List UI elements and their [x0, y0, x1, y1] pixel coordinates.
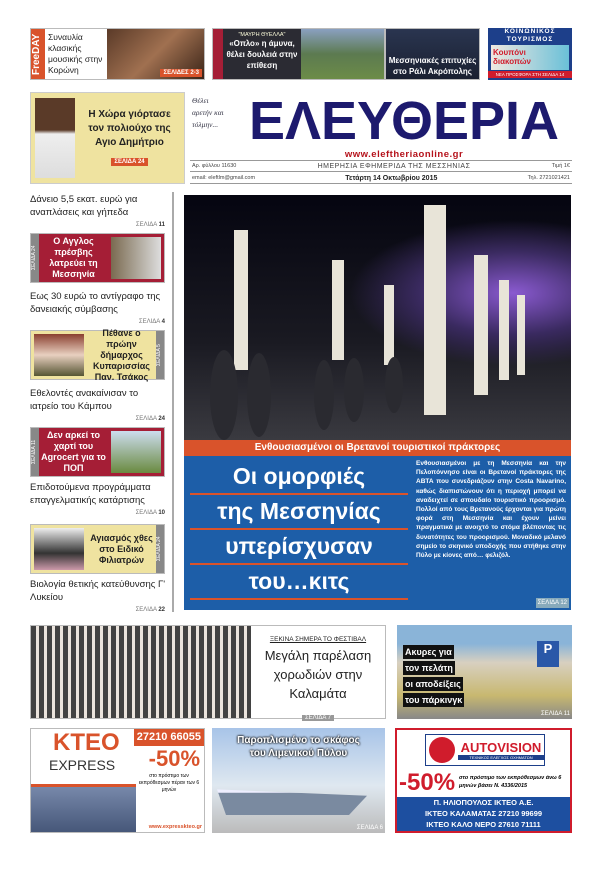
column-divider [172, 192, 174, 612]
lead-body: Ενθουσιασμένοι με τη Μεσσηνία και την Πελοπόννησο είναι οι Βρετανοί πράκτορες της ABTA που συνεδριάζουν στην Costa Navarino, καθώς διαπιστώνουν ότι η περιοχή μπορεί να αναδειχτεί σε σπουδαίο τουριστικό προορισμό. Πολλοί από τους Βρετανούς έρχονται για πρώτη φορά στη Μεσσηνία και έχουν μείνει πραγματικά με ανοιχτό το στόμα βλέποντας τις δυνατότητες του προορισμού. Μοναδικό μελανό σημείο το σκηνικό υποδοχής που στήθηκε στην Πύλο με κίονες από… φελιζόλ. [416, 460, 566, 560]
teaser-tourism[interactable] [488, 28, 572, 80]
parking-story[interactable] [397, 625, 572, 719]
lead-photo [184, 195, 571, 440]
photo [111, 237, 161, 279]
car-icon [429, 737, 455, 763]
festival-headline: Μεγάλη παρέλαση χορωδιών στην Καλαμάτα [264, 648, 372, 701]
box-text: Δεν αρκεί το χαρτί του Agrocert για το ΠΟΠ [41, 430, 106, 473]
issue-number: Αρ. φύλλου 11630 [192, 163, 237, 169]
kteo-url[interactable]: www.expresskteo.gr [148, 824, 202, 830]
teaser-sport[interactable] [212, 28, 385, 80]
page-tab: ΣΕΛΙΔΑ 5 [156, 331, 164, 379]
autovision-brand: AUTOVISION [460, 740, 542, 755]
website-link[interactable]: www.eleftheriaonline.gr [344, 149, 464, 160]
teaser[interactable]: Εθελοντές ανακαίνισαν το ιατρείο του Κάμπου ΣΕΛΙΔΑ 24 [30, 388, 165, 422]
photo [111, 431, 161, 473]
lead-headline: Οι ομορφιές της Μεσσηνίας υπερίσχυσαν του…κιτς [190, 460, 408, 600]
motto: Θέλει αρετήν και τόλμην... [192, 96, 224, 129]
festival-kicker: ΞΕΚΙΝΑ ΣΗΜΕΡΑ ΤΟ ΦΕΣΤΙΒΑΛ [269, 636, 367, 643]
sport-text-panel [223, 29, 301, 79]
box-text: Αγιασμός χθες στο Ειδικό Φιλιατρών [90, 532, 153, 565]
page-tab: ΣΕΛΙΔΑ 24 [156, 525, 164, 573]
box-tsakos[interactable] [30, 327, 165, 382]
choir-photo [31, 626, 251, 718]
teaser-freeday[interactable] [30, 28, 205, 80]
kteo-brand: ΚΤΕΟ [53, 729, 120, 756]
issue-date: Τετάρτη 14 Οκτωβρίου 2015 [345, 174, 438, 182]
teaser[interactable]: Βιολογία θετικής κατεύθυνσης Γ' Λυκείου ΣΕΛΙΔΑ 22 [30, 579, 166, 613]
masthead-line-1 [190, 160, 572, 172]
autovision-text: στο πρόστιμο των εκπρόθεσμων άνω 6 μηνών βάσει Ν. 4336/2015 [459, 775, 562, 789]
side-box-chora[interactable] [30, 92, 185, 184]
football-photo [301, 29, 384, 79]
box-ambassador[interactable] [30, 233, 165, 283]
parking-headline: Ακυρες για τον πελάτη οι αποδείξεις του πάρκινγκ [405, 647, 463, 705]
masthead-line-2 [190, 173, 572, 184]
columns-illustration [184, 195, 571, 440]
boat-headline: Παροπλισμένο το σκάφος του Λιμενικού Πύλου [237, 735, 360, 759]
price: Τιμή 1€ [551, 163, 570, 169]
tourism-coupon: Κουπόνι διακοπών [491, 45, 569, 70]
photo [34, 528, 84, 570]
boat-hull [217, 783, 367, 815]
ad-kteo-express[interactable] [30, 728, 205, 833]
page-ref: ΣΕΛΙΔΑ 11 [541, 711, 570, 717]
concert-photo [107, 29, 204, 79]
page-ref: ΣΕΛΙΔΑ 12 [537, 600, 567, 606]
kteo-phone: 27210 66055 [134, 729, 204, 746]
newspaper-logo: ΕΛΕΥΘΕΡΙΑ [248, 92, 560, 150]
teaser[interactable]: Εως 30 ευρώ το αντίγραφο της δανειακής σύμβασης ΣΕΛΙΔΑ 4 [30, 291, 165, 325]
autovision-tagline: ΤΕΧΝΙΚΟΣ ΕΛΕΓΧΟΣ ΟΧΗΜΑΤΩΝ [458, 755, 544, 760]
freeday-badge: FreeDAY [31, 29, 45, 79]
page-tab: ΣΕΛΙΔΑ 24 [31, 234, 39, 282]
autovision-contacts: Π. ΗΛΙΟΠΟΥΛΟΣ ΙΚΤΕΟ Α.Ε. ΙΚΤΕΟ ΚΑΛΑΜΑΤΑΣ 27210 99699 ΙΚΤΕΟ ΚΑΛΟ ΝΕΡΟ 27610 71111 [397, 797, 570, 831]
photo [34, 334, 84, 376]
teaser[interactable]: Δάνειο 5,5 εκατ. ευρώ για αναπλάσεις και γήπεδα ΣΕΛΙΔΑ 11 [30, 194, 165, 228]
priest-photo [35, 98, 75, 178]
box-agrocert[interactable] [30, 427, 165, 477]
tourism-title: ΚΟΙΝΩΝΙΚΟΣ ΤΟΥΡΙΣΜΟΣ [504, 28, 556, 43]
page-ref: ΣΕΛΙΔΑ 7 [302, 715, 334, 721]
page-ref: ΣΕΛΙΔΑ 24 [111, 158, 147, 166]
parking-sign-icon: P [537, 641, 559, 667]
ad-autovision[interactable] [395, 728, 572, 833]
festival-story[interactable] [30, 625, 386, 719]
side-box-text: Η Χώρα γιόρτασε τον πολιούχο της Αγιο Δημήτριο [88, 109, 171, 148]
kteo-text: στο πρόστιμο των εκπρόθεσμων πέραν των 6 μηνών [138, 773, 200, 793]
sport-text: «Οπλο» η άμυνα, θέλει δουλειά στην επίθεση [226, 39, 298, 70]
rally-text: Μεσσηνιακές επιτυχίες στο Ράλι Ακρόπολης [388, 56, 477, 76]
kteo-discount: -50% [148, 746, 200, 771]
email: email: eleftlm@gmail.com [192, 175, 256, 181]
autovision-logo [425, 734, 545, 766]
page-tab: ΣΕΛΙΔΑ 11 [31, 428, 39, 476]
kteo-brand-2: EXPRESS [49, 757, 116, 773]
teaser-rally[interactable] [385, 28, 480, 80]
phone: Τηλ. 2721021421 [527, 175, 570, 181]
sport-kicker: "ΜΑΥΡΗ ΘΥΕΛΛΑ" [238, 32, 286, 38]
kteo-building [31, 784, 136, 833]
lead-story[interactable] [184, 195, 571, 610]
box-text: Πέθανε ο πρώην δήμαρχος Κυπαρισσίας Παν. Τσάκος [92, 327, 150, 382]
lead-kicker: Ενθουσιασμένοι οι Βρετανοί τουριστικοί πράκτορες [184, 440, 571, 456]
box-blessing[interactable] [30, 524, 165, 574]
freeday-text: Συναυλία κλασικής μουσικής στην Κορώνη [48, 32, 103, 75]
page-ref: ΣΕΛΙΔΕΣ 2-3 [160, 69, 202, 77]
teaser[interactable]: Επιδοτούμενα προγράμματα επαγγελματικής κατάρτισης ΣΕΛΙΔΑ 10 [30, 482, 165, 516]
box-text: Ο Αγγλος πρέσβης λατρεύει τη Μεσσηνία [49, 236, 98, 279]
masthead-subtitle: ΗΜΕΡΗΣΙΑ ΕΦΗΜΕΡΙΔΑ ΤΗΣ ΜΕΣΣΗΝΙΑΣ [317, 162, 471, 170]
boat-story[interactable] [212, 728, 385, 833]
tourism-page: ΝΕΑ ΠΡΟΣΦΟΡΑ ΣΤΗ ΣΕΛΙΔΑ 14 [488, 71, 572, 78]
sport-tab [213, 29, 223, 79]
page-ref: ΣΕΛΙΔΑ 6 [356, 825, 383, 831]
autovision-discount: -50% [399, 769, 456, 796]
